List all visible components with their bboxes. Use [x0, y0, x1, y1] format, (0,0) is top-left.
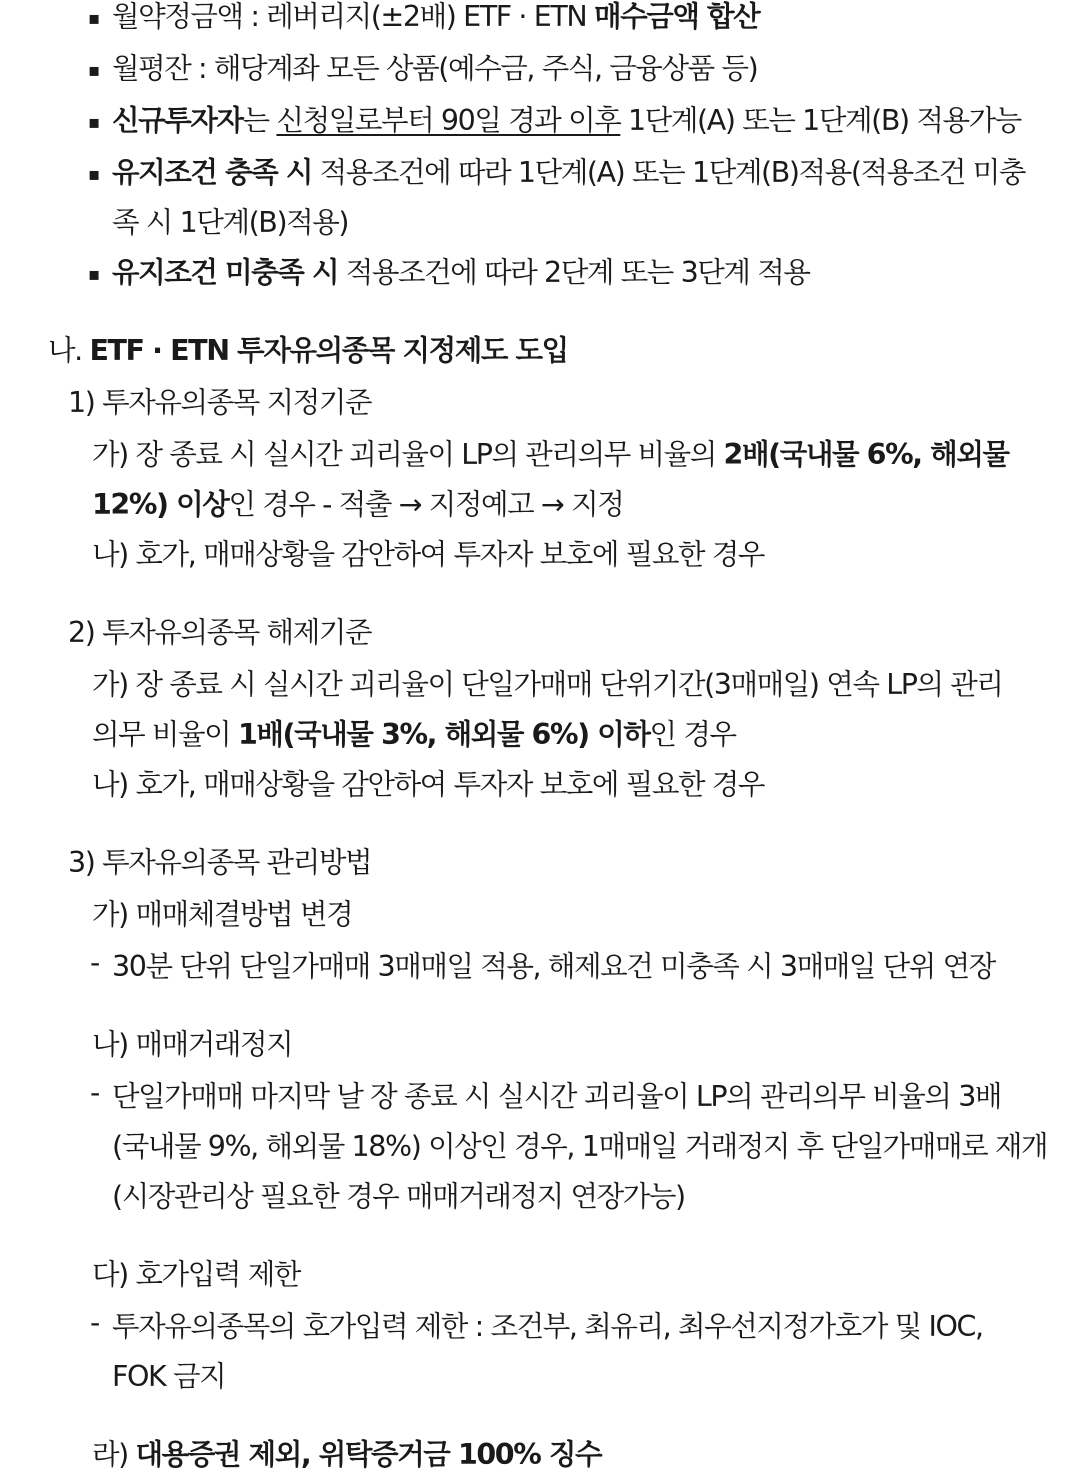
bullet-icon: ▪ — [88, 264, 99, 285]
bullet-monthly-balance — [112, 52, 757, 86]
dash-icon: - — [90, 1076, 99, 1109]
sub3-da-item-1: 투자유의종목의 호가입력 제한 : 조건부, 최유리, 최우선지정가호가 및 IOC, — [112, 1310, 983, 1343]
sub1-title: 1) 투자유의종목 지정기준 — [68, 386, 372, 419]
sub1-na: 나) 호가, 매매상황을 감안하여 투자자 보호에 필요한 경우 — [92, 538, 765, 571]
bold-text: 신규투자자 — [112, 104, 243, 137]
sub2-na: 나) 호가, 매매상황을 감안하여 투자자 보호에 필요한 경우 — [92, 768, 765, 801]
bullet-icon: ▪ — [88, 60, 99, 81]
sub3-na-title: 나) 매매거래정지 — [92, 1028, 293, 1061]
text: 1단계(A) 또는 1단계(B) 적용가능 — [620, 104, 1021, 137]
bold-text: 매수금액 합산 — [593, 0, 760, 33]
sub3-na-item-2: (국내물 9%, 해외물 18%) 이상인 경우, 1매매일 거래정지 후 단일가매매로 재개 — [112, 1130, 1048, 1163]
bold-text: 대용증권 제외, 위탁증거금 100% 징수 — [135, 1438, 602, 1471]
text: 적용조건에 따라 1단계(A) 또는 1단계(B)적용(적용조건 미충 — [311, 156, 1025, 189]
text: 인 경우 — [649, 718, 736, 751]
bold-text: 1배(국내물 3%, 해외물 6%) 이하 — [237, 718, 650, 751]
bullet-monthly-contract — [112, 0, 759, 34]
bullet-icon: ▪ — [88, 164, 99, 185]
text: 적용조건에 따라 2단계 또는 3단계 적용 — [338, 256, 810, 289]
sub1-ga-cont — [92, 488, 623, 522]
text: 가) 장 종료 시 실시간 괴리율이 LP의 관리의무 비율의 — [92, 438, 724, 471]
bullet-maintain-unmet — [112, 256, 809, 290]
bold-text: 2배(국내물 6%, 해외물 — [723, 438, 1009, 471]
sub3-da-item-2: FOK 금지 — [112, 1360, 226, 1393]
section-title: ETF · ETN 투자유의종목 지정제도 도입 — [89, 334, 568, 367]
dash-icon: - — [90, 946, 99, 979]
text: 월약정금액 : 레버리지(±2배) ETF · ETN — [112, 0, 594, 33]
text: 라) — [92, 1438, 136, 1471]
sub3-ga-item: 30분 단위 단일가매매 3매매일 적용, 해제요건 미충족 시 3매매일 단위 연장 — [112, 950, 995, 983]
sub3-title: 3) 투자유의종목 관리방법 — [68, 846, 372, 879]
bullet-icon: ▪ — [88, 112, 99, 133]
sub3-na-item-1: 단일가매매 마지막 날 장 종료 시 실시간 괴리율이 LP의 관리의무 비율의 3배 — [112, 1080, 1002, 1113]
text: 는 — [242, 104, 277, 137]
bold-text: 유지조건 미충족 시 — [112, 256, 339, 289]
section-prefix: 나. — [48, 334, 90, 367]
bullet-maintain-met-cont: 족 시 1단계(B)적용) — [112, 206, 349, 239]
bullet-maintain-met — [112, 156, 1025, 190]
dash-icon: - — [90, 1306, 99, 1339]
bullet-icon: ▪ — [88, 8, 99, 29]
sub3-da-title: 다) 호가입력 제한 — [92, 1258, 300, 1291]
bullet-new-investor — [112, 104, 1021, 138]
section-heading — [48, 334, 568, 368]
sub1-ga — [92, 438, 1009, 472]
sub2-title: 2) 투자유의종목 해제기준 — [68, 616, 372, 649]
text: 인 경우 - 적출 → 지정예고 → 지정 — [228, 488, 624, 521]
bold-text: 12%) 이상 — [92, 488, 229, 521]
underlined-text: 신청일로부터 90일 경과 이후 — [276, 104, 621, 137]
text: 월평잔 : 해당계좌 모든 상품(예수금, 주식, 금융상품 등) — [112, 52, 758, 85]
sub3-na-item-3: (시장관리상 필요한 경우 매매거래정지 연장가능) — [112, 1180, 685, 1213]
sub2-ga-cont — [92, 718, 736, 752]
bold-text: 유지조건 충족 시 — [112, 156, 312, 189]
text: 의무 비율이 — [92, 718, 238, 751]
sub3-ga-title: 가) 매매체결방법 변경 — [92, 898, 353, 931]
sub3-ra — [92, 1438, 601, 1472]
sub2-ga: 가) 장 종료 시 실시간 괴리율이 단일가매매 단위기간(3매매일) 연속 LP의 관리 — [92, 668, 1003, 701]
